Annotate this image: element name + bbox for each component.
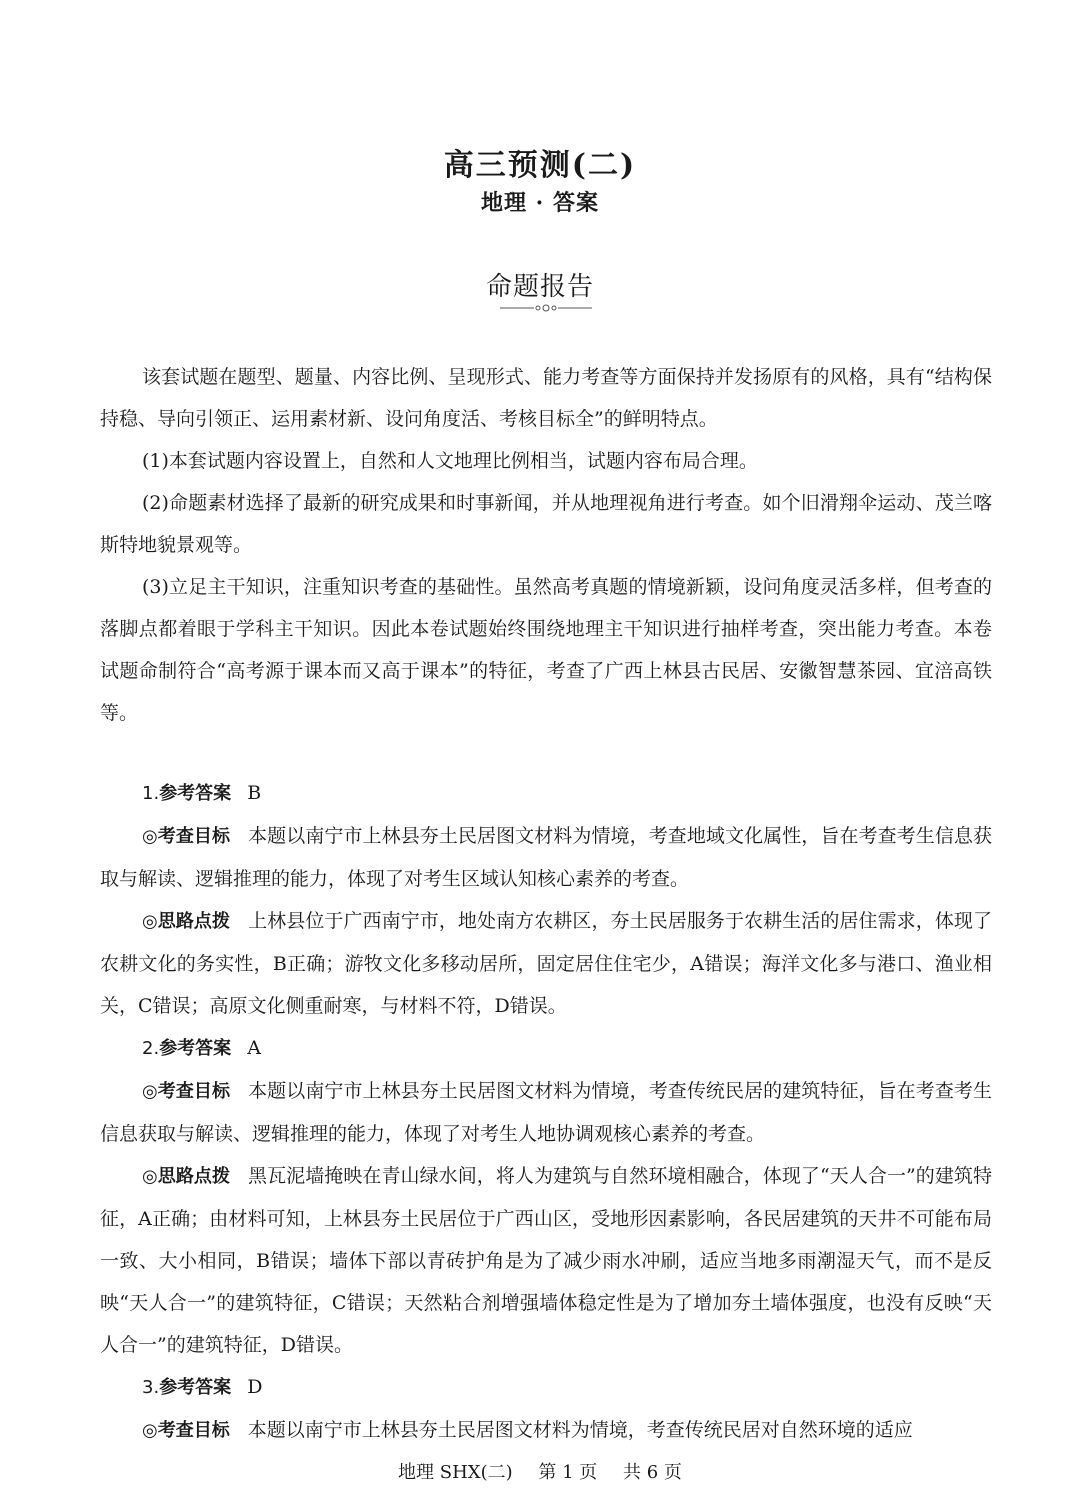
answer-hint	[100, 1155, 992, 1366]
answer-header	[100, 1027, 992, 1070]
report-paragraph: (1)本套试题内容设置上，自然和人文地理比例相当，试题内容布局合理。	[142, 450, 758, 472]
answer-label: 参考答案	[159, 1377, 232, 1398]
title-ornament	[498, 302, 594, 314]
answer-value: D	[247, 1376, 263, 1398]
page-footer	[0, 1458, 1080, 1484]
answers-section	[100, 772, 992, 1452]
report-section	[100, 356, 992, 734]
document-subtitle: 地理 · 答案	[481, 190, 599, 216]
answer-value: A	[247, 1037, 261, 1059]
target-text: 本题以南宁市上林县夯土民居图文材料为情境，考查传统民居对自然环境的适应	[247, 1419, 913, 1441]
footer-subject: 地理 SHX(二)	[398, 1462, 513, 1483]
answer-value: B	[247, 782, 262, 804]
footer-page-number: 第 1 页	[538, 1462, 598, 1483]
answer-header	[100, 1366, 992, 1409]
answer-target	[100, 1409, 992, 1452]
answer-label: 参考答案	[159, 1038, 232, 1059]
report-paragraph: (3)立足主干知识，注重知识考查的基础性。虽然高考真题的情境新颖，设问角度灵活多样，但考查的落脚点都着眼于学科主干知识。因此本卷试题始终围绕地理主干知识进行抽样考查，突出能力考查。本卷试题命制符合“高考源于课本而又高于课本”的特征，考查了广西上林县古民居、安徽智慧茶园、宜涪高铁等。	[100, 576, 992, 724]
answer-number: 2.	[142, 1038, 160, 1059]
target-tag: ◎考查目标	[142, 1420, 230, 1441]
target-tag: ◎考查目标	[142, 1081, 231, 1102]
target-text: 本题以南宁市上林县夯土民居图文材料为情境，考查传统民居的建筑特征，旨在考查考生信息获取与解读、逻辑推理的能力，体现了对考生人地协调观核心素养的考查。	[100, 1080, 992, 1145]
hint-tag: ◎思路点拨	[142, 911, 231, 932]
answer-hint	[100, 900, 992, 1027]
answer-header	[100, 772, 992, 815]
answer-label: 参考答案	[159, 783, 232, 804]
section-title: 命题报告	[485, 272, 594, 302]
hint-text: 黑瓦泥墙掩映在青山绿水间，将人为建筑与自然环境相融合，体现了“天人合一”的建筑特征，A正确；由材料可知，上林县夯土民居位于广西山区，受地形因素影响，各民居建筑的天井不可能布局一致、大小相同，B错误；墙体下部以青砖护角是为了减少雨水冲刷，适应当地多雨潮湿天气，而不是反映“天人合一”的建筑特征，C错误；天然粘合剂增强墙体稳定性是为了增加夯土墙体强度，也没有反映“天人合一”的建筑特征，D错误。	[100, 1165, 992, 1356]
report-paragraph: 该套试题在题型、题量、内容比例、呈现形式、能力考查等方面保持并发扬原有的风格，具有“结构保持稳、导向引领正、运用素材新、设问角度活、考核目标全”的鲜明特点。	[100, 366, 992, 430]
answer-target	[100, 1070, 992, 1155]
document-title: 高三预测(二)	[443, 148, 637, 183]
hint-tag: ◎思路点拨	[142, 1166, 231, 1187]
answer-target	[100, 815, 992, 900]
report-paragraph: (2)命题素材选择了最新的研究成果和时事新闻，并从地理视角进行考查。如个旧滑翔伞运动、茂兰喀斯特地貌景观等。	[100, 492, 992, 556]
footer-total-pages: 共 6 页	[623, 1462, 682, 1483]
answer-number: 1.	[142, 783, 160, 804]
target-text: 本题以南宁市上林县夯土民居图文材料为情境，考查地域文化属性，旨在考查考生信息获取与解读、逻辑推理的能力，体现了对考生区域认知核心素养的考查。	[100, 825, 992, 890]
target-tag: ◎考查目标	[142, 826, 231, 847]
answer-number: 3.	[142, 1377, 160, 1398]
hint-text: 上林县位于广西南宁市，地处南方农耕区，夯土民居服务于农耕生活的居住需求，体现了农耕文化的务实性，B正确；游牧文化多移动居所，固定居住住宅少，A错误；海洋文化多与港口、渔业相关，C错误；高原文化侧重耐寒，与材料不符，D错误。	[100, 910, 992, 1017]
